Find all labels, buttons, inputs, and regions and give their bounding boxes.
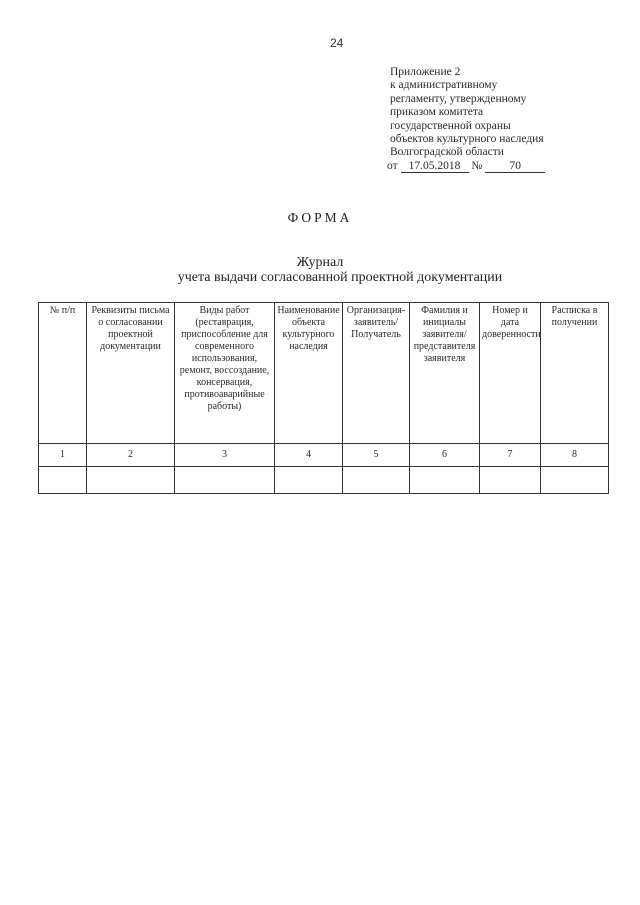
order-date: 17.05.2018	[401, 160, 469, 173]
header-cell: Номер и дата доверенности	[480, 303, 541, 444]
empty-cell	[175, 467, 275, 494]
empty-row	[39, 467, 609, 494]
header-cell: Расписка в получении	[541, 303, 609, 444]
column-number-cell: 7	[480, 444, 541, 467]
journal-title: Журнал	[296, 255, 344, 270]
date-prefix: от	[387, 159, 398, 172]
empty-cell	[480, 467, 541, 494]
header-cell: № п/п	[39, 303, 87, 444]
header-cell: Реквизиты письма о согласовании проектной документации	[87, 303, 175, 444]
empty-cell	[541, 467, 609, 494]
appendix-line: к административному	[390, 79, 498, 92]
journal-table	[38, 302, 609, 494]
column-number-cell: 8	[541, 444, 609, 467]
appendix-line: Волгоградской области	[390, 146, 504, 159]
number-prefix: №	[471, 159, 483, 172]
empty-cell	[87, 467, 175, 494]
table-header-row	[39, 303, 609, 444]
order-number: 70	[485, 160, 545, 173]
page-number: 24	[330, 36, 344, 50]
form-heading: ФОРМА	[287, 210, 353, 225]
column-number-row	[39, 444, 609, 467]
appendix-line: объектов культурного наследия	[390, 133, 544, 146]
column-number-cell: 4	[275, 444, 343, 467]
order-date-line	[387, 160, 620, 173]
empty-cell	[343, 467, 410, 494]
appendix-line: приказом комитета	[390, 106, 484, 119]
header-cell: Фамилия и инициалы заявителя/ представителя заявителя	[410, 303, 480, 444]
empty-cell	[39, 467, 87, 494]
column-number-cell: 2	[87, 444, 175, 467]
header-cell: Организация-заявитель/ Получатель	[343, 303, 410, 444]
column-number-cell: 5	[343, 444, 410, 467]
appendix-line: регламенту, утвержденному	[390, 92, 527, 105]
header-cell: Виды работ (реставрация, приспособление для современного использования, ремонт, воссоздание, консервация, противоаварийные работы)	[175, 303, 275, 444]
column-number-cell: 3	[175, 444, 275, 467]
appendix-block	[387, 66, 620, 173]
column-number-cell: 1	[39, 444, 87, 467]
appendix-line: государственной охраны	[390, 119, 511, 132]
appendix-line: Приложение 2	[390, 66, 461, 78]
column-number-cell: 6	[410, 444, 480, 467]
header-cell: Наименование объекта культурного наследия	[275, 303, 343, 444]
journal-subtitle: учета выдачи согласованной проектной документации	[177, 270, 503, 285]
empty-cell	[410, 467, 480, 494]
empty-cell	[275, 467, 343, 494]
